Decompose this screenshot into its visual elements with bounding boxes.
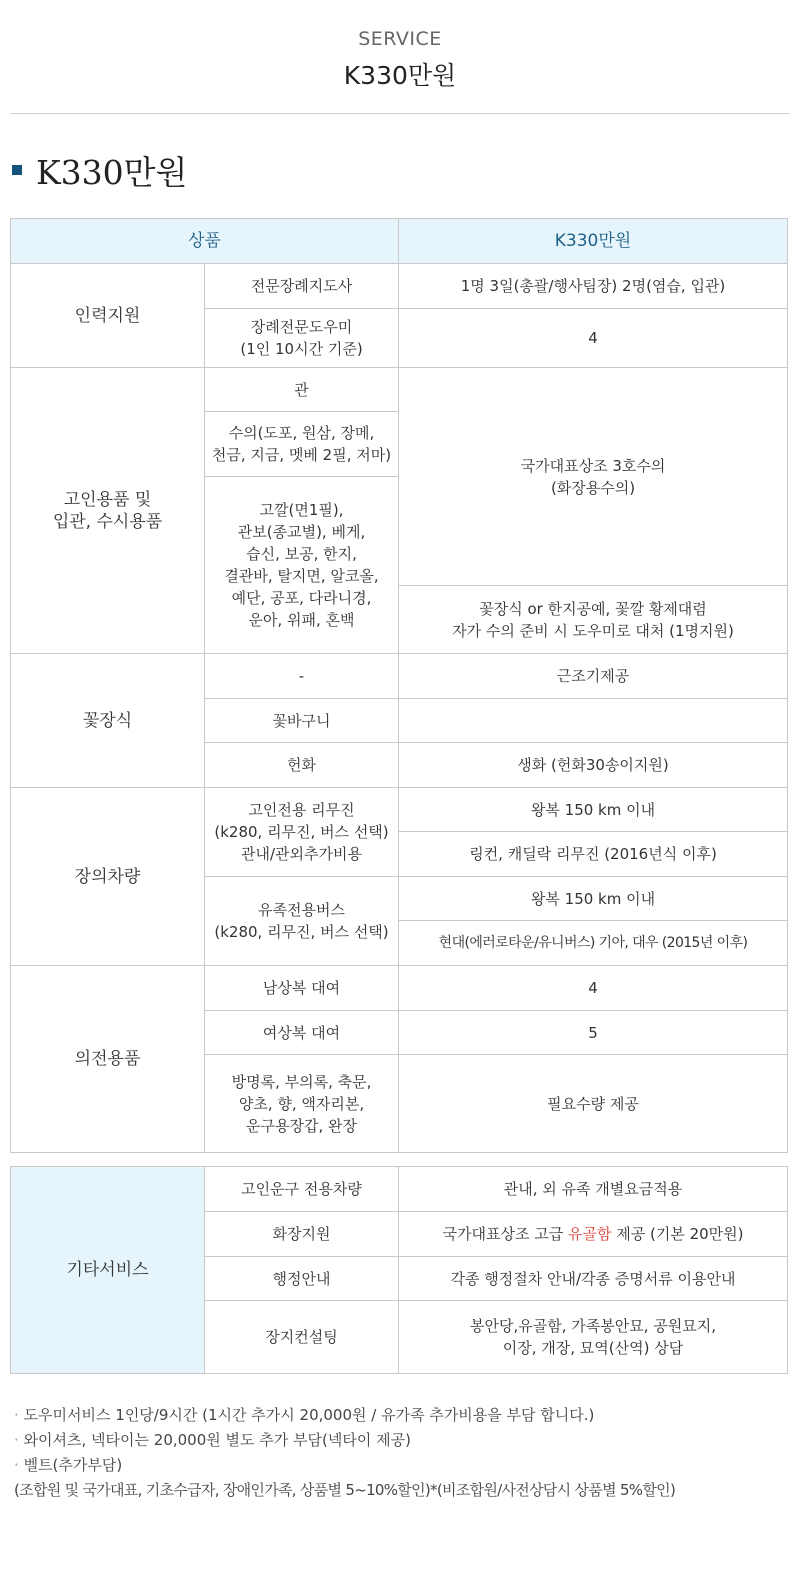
value-cell [399, 586, 788, 654]
item-line: (k280, 리무진, 버스 선택) [214, 923, 389, 941]
item-cell: 전문장례지도사 [205, 264, 399, 309]
value-line: 자가 수의 준비 시 도우미로 대처 (1명지원) [452, 621, 734, 640]
item-line: 관내/관외추가비용 [241, 845, 362, 863]
item-line: 방명록, 부의록, 축문, [231, 1072, 372, 1091]
value-cell: 근조기제공 [399, 654, 788, 699]
item-line: 운구용장갑, 완장 [246, 1116, 357, 1135]
item-line: 천금, 지금, 멧베 2필, 저마) [211, 446, 392, 464]
col-header-product: 상품 [11, 219, 399, 264]
value-line: 국가대표상조 3호수의 [520, 456, 666, 475]
value-cell: 생화 (헌화30송이지원) [399, 743, 788, 788]
note-item [14, 1428, 794, 1453]
table-row [11, 966, 788, 1011]
note-text: 벨트(추가부담) [23, 1456, 123, 1474]
value-cell: 각종 행정절차 안내/각종 증명서류 이용안내 [399, 1257, 788, 1301]
item-cell [205, 477, 399, 654]
note-text: 와이셔츠, 넥타이는 20,000원 별도 추가 부담(넥타이 제공) [23, 1431, 411, 1449]
value-cell: 현대(에러로타운/유니버스) 기아, 대우 (2015년 이후) [399, 921, 788, 966]
item-cell: 꽃바구니 [205, 699, 399, 743]
category-rites: 의전용품 [11, 966, 205, 1153]
item-cell [205, 1055, 399, 1153]
page-eyebrow: SERVICE [358, 28, 442, 50]
bullet-icon: · [14, 1456, 19, 1474]
value-cell: 링컨, 캐딜락 리무진 (2016년식 이후) [399, 832, 788, 877]
item-cell: 장지컨설팅 [205, 1301, 399, 1374]
category-staff: 인력지원 [11, 264, 205, 368]
value-line: 이장, 개장, 묘역(산역) 상담 [502, 1339, 684, 1357]
item-cell: 행정안내 [205, 1257, 399, 1301]
header-divider [10, 113, 790, 114]
note-item [14, 1453, 794, 1478]
item-line: 유족전용버스 [258, 901, 345, 919]
product-table [10, 218, 788, 1153]
table-header-row [11, 219, 788, 264]
highlight-text: 유골함 [567, 1225, 612, 1243]
note-item [14, 1403, 794, 1428]
item-line: 수의(도포, 원삼, 장메, [228, 424, 375, 442]
category-supplies [11, 368, 205, 654]
note-text: 도우미서비스 1인당/9시간 (1시간 추가시 20,000원 / 유가족 추가비용을 부담 합니다.) [23, 1406, 595, 1424]
item-line: (k280, 리무진, 버스 선택) [214, 823, 389, 841]
category-line: 입관, 수시용품 [52, 511, 163, 532]
value-cell: 1명 3일(총괄/행사팀장) 2명(염습, 입관) [399, 264, 788, 309]
item-line: 고인전용 리무진 [248, 801, 355, 819]
item-cell: 관 [205, 368, 399, 412]
item-line: (1인 10시간 기준) [240, 340, 363, 358]
value-cell [399, 699, 788, 743]
item-cell [205, 309, 399, 368]
item-line: 양초, 향, 액자리본, [238, 1094, 365, 1113]
value-cell [399, 368, 788, 586]
section-heading [12, 148, 187, 192]
category-line: 고인용품 및 [63, 489, 152, 510]
item-line: 고깔(면1필), [259, 501, 344, 519]
value-cell: 관내, 외 유족 개별요금적용 [399, 1167, 788, 1212]
value-cell: 왕복 150 km 이내 [399, 877, 788, 921]
value-line: 꽃장식 or 한지공예, 꽃깔 황제대렴 [479, 599, 707, 618]
item-line: 결관바, 탈지면, 알코올, [224, 567, 379, 585]
value-cell [399, 1301, 788, 1374]
value-cell: 왕복 150 km 이내 [399, 788, 788, 832]
item-line: 운아, 위패, 혼백 [248, 611, 355, 629]
item-line: 습신, 보공, 한지, [246, 545, 357, 563]
value-line: (화장용수의) [550, 478, 636, 497]
category-other: 기타서비스 [11, 1167, 205, 1374]
value-cell [399, 1212, 788, 1257]
item-cell: 여상복 대여 [205, 1011, 399, 1055]
item-cell [205, 877, 399, 966]
item-cell: 남상복 대여 [205, 966, 399, 1011]
table-row [11, 264, 788, 309]
table-row [11, 368, 788, 412]
item-cell: 고인운구 전용차량 [205, 1167, 399, 1212]
item-cell: 헌화 [205, 743, 399, 788]
col-header-plan: K330만원 [399, 219, 788, 264]
value-cell: 5 [399, 1011, 788, 1055]
value-cell: 필요수량 제공 [399, 1055, 788, 1153]
category-flowers: 꽃장식 [11, 654, 205, 788]
table-row [11, 1167, 788, 1212]
item-line: 예단, 공포, 다라니경, [231, 589, 372, 607]
item-cell: - [205, 654, 399, 699]
bullet-icon: · [14, 1431, 19, 1449]
item-line: 관보(종교별), 베게, [237, 523, 366, 541]
value-cell: 4 [399, 309, 788, 368]
note-item: (조합원 및 국가대표, 기초수급자, 장애인가족, 상품별 5~10%할인)*(비조합원/사전상담시 상품별 5%할인) [14, 1481, 676, 1499]
category-vehicles: 장의차량 [11, 788, 205, 966]
table-row [11, 788, 788, 832]
item-cell: 화장지원 [205, 1212, 399, 1257]
item-line: 장례전문도우미 [250, 318, 353, 336]
other-services-table [10, 1166, 788, 1374]
table-row [11, 654, 788, 699]
square-bullet-icon [12, 165, 22, 175]
bullet-icon: · [14, 1406, 19, 1424]
item-cell [205, 788, 399, 877]
item-cell [205, 412, 399, 477]
value-line: 봉안당,유골함, 가족봉안묘, 공원묘지, [470, 1317, 716, 1335]
value-text: 국가대표상조 고급 [442, 1225, 568, 1243]
section-title: K330만원 [36, 152, 188, 192]
value-cell: 4 [399, 966, 788, 1011]
notes [14, 1403, 794, 1503]
page-title: K330만원 [343, 61, 457, 90]
value-text: 제공 (기본 20만원) [611, 1225, 744, 1243]
